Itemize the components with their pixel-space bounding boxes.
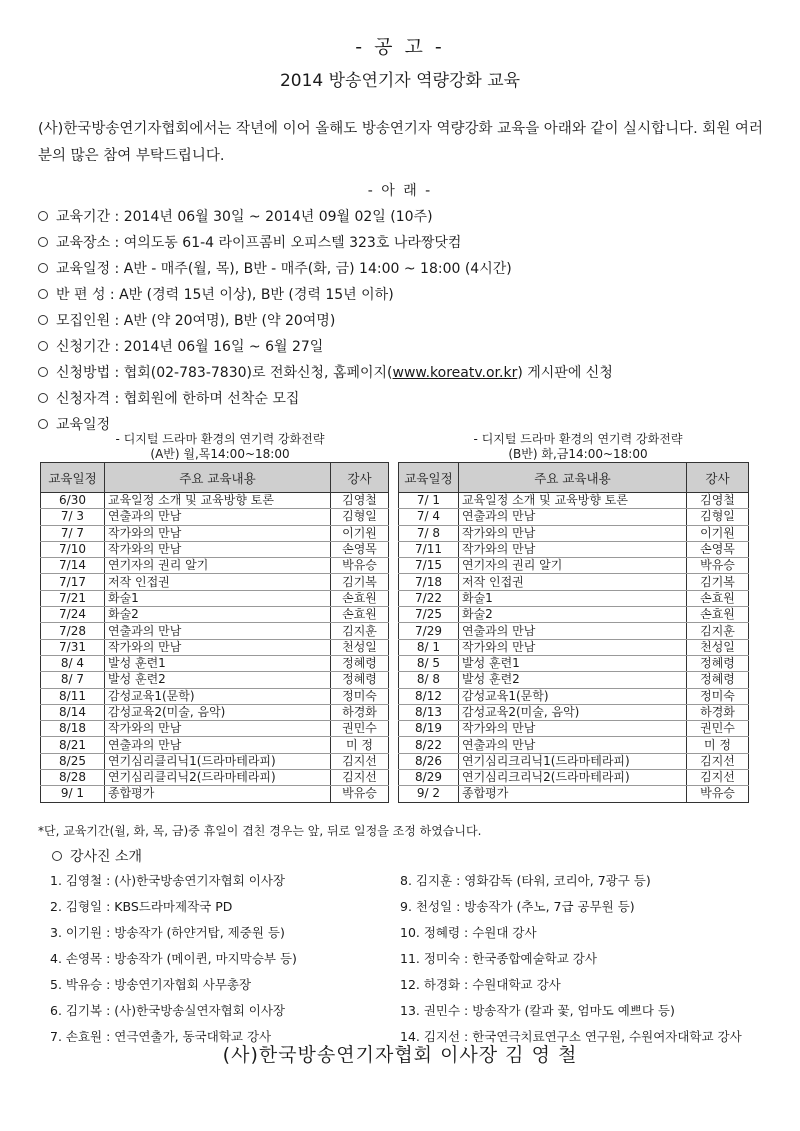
schedule-lecturer: 천성일	[331, 639, 389, 655]
instructor-entry: 5. 박유승 : 방송연기자협회 사무총장	[50, 977, 252, 992]
schedule-date: 7/ 1	[399, 493, 459, 509]
schedule-date: 7/10	[41, 541, 105, 557]
schedule-lecturer: 김형일	[331, 509, 389, 525]
table-b-caption	[398, 432, 758, 462]
instructor-entry: 13. 권민수 : 방송작가 (칼과 꽃, 엄마도 예쁘다 등)	[400, 1003, 675, 1018]
schedule-content: 연기심리클리닉1(드라마테라피)	[105, 753, 331, 769]
schedule-lecturer: 김영철	[687, 493, 749, 509]
schedule-content: 연기심리크리닉2(드라마테라피)	[459, 770, 687, 786]
schedule-content: 저작 인접권	[105, 574, 331, 590]
schedule-lecturer: 김형일	[687, 509, 749, 525]
schedule-lecturer: 미 정	[687, 737, 749, 753]
schedule-date: 6/30	[41, 493, 105, 509]
circle-bullet-icon	[38, 419, 48, 429]
schedule-content: 저작 인접권	[459, 574, 687, 590]
schedule-lecturer: 손효원	[687, 590, 749, 606]
detail-value: 2014년 06월 16일 ~ 6월 27일	[123, 339, 324, 355]
detail-item: 모집인원 : A반 (약 20여명), B반 (약 20여명)	[38, 308, 778, 334]
schedule-lecturer: 정혜령	[331, 672, 389, 688]
detail-value: A반 (약 20여명), B반 (약 20여명)	[123, 313, 336, 329]
schedule-date: 7/24	[41, 607, 105, 623]
schedule-content: 작가와의 만남	[105, 525, 331, 541]
circle-bullet-icon	[52, 851, 62, 861]
schedule-content: 발성 훈련2	[459, 672, 687, 688]
instructor-entry: 9. 천성일 : 방송작가 (추노, 7급 공무원 등)	[400, 899, 635, 914]
table-row	[41, 655, 389, 671]
schedule-lecturer: 손영목	[331, 541, 389, 557]
schedule-table-a	[40, 462, 389, 803]
table-row	[399, 558, 749, 574]
table-row	[399, 672, 749, 688]
schedule-lecturer: 권민수	[331, 721, 389, 737]
table-row	[41, 753, 389, 769]
detail-label: 반 편 성	[56, 287, 106, 303]
schedule-lecturer: 권민수	[687, 721, 749, 737]
table-row	[41, 623, 389, 639]
schedule-content: 연출과의 만남	[105, 509, 331, 525]
detail-value: A반 - 매주(월, 목), B반 - 매주(화, 금) 14:00 ~ 18:00 (4시간)	[123, 261, 512, 277]
schedule-date: 7/14	[41, 558, 105, 574]
schedule-content: 연기심리크리닉1(드라마테라피)	[459, 753, 687, 769]
schedule-date: 7/21	[41, 590, 105, 606]
schedule-content: 교육일정 소개 및 교육방향 토론	[105, 493, 331, 509]
detail-value: A반 (경력 15년 이상), B반 (경력 15년 이하)	[119, 287, 394, 303]
instructor-entry: 4. 손영목 : 방송작가 (메이퀸, 마지막승부 등)	[50, 951, 297, 966]
instructor-entry: 10. 정혜령 : 수원대 강사	[400, 925, 537, 940]
schedule-lecturer: 정혜령	[687, 655, 749, 671]
schedule-lecturer: 김지선	[687, 753, 749, 769]
circle-bullet-icon	[38, 341, 48, 351]
schedule-date: 8/ 8	[399, 672, 459, 688]
table-row	[399, 704, 749, 720]
column-header: 주요 교육내용	[459, 463, 687, 493]
table-a-caption	[40, 432, 400, 462]
schedule-lecturer: 김기복	[687, 574, 749, 590]
schedule-lecturer: 김영철	[331, 493, 389, 509]
table-a-class-line: (A반) 월,목14:00~18:00	[150, 447, 290, 461]
schedule-date: 8/22	[399, 737, 459, 753]
detail-value: 2014년 06월 30일 ~ 2014년 09월 02일 (10주)	[123, 209, 433, 225]
table-header-row	[41, 463, 389, 493]
schedule-content: 연출과의 만남	[459, 623, 687, 639]
schedule-lecturer: 김기복	[331, 574, 389, 590]
table-row	[41, 688, 389, 704]
table-row	[41, 509, 389, 525]
schedule-date: 7/25	[399, 607, 459, 623]
instructors-heading-text: 강사진 소개	[70, 849, 143, 865]
schedule-lecturer: 김지선	[331, 770, 389, 786]
schedule-lecturer: 손효원	[331, 607, 389, 623]
schedule-content: 작가와의 만남	[459, 639, 687, 655]
schedule-lecturer: 손효원	[687, 607, 749, 623]
instructor-list-left	[50, 868, 297, 1050]
column-header: 주요 교육내용	[105, 463, 331, 493]
schedule-content: 연출과의 만남	[459, 737, 687, 753]
schedule-lecturer: 이기원	[331, 525, 389, 541]
schedule-date: 7/ 3	[41, 509, 105, 525]
instructor-entry: 8. 김지훈 : 영화감독 (타워, 코리아, 7광구 등)	[400, 873, 651, 888]
circle-bullet-icon	[38, 263, 48, 273]
intro-paragraph: (사)한국방송연기자협회에서는 작년에 이어 올해도 방송연기자 역량강화 교육을 아래와 같이 실시합니다. 회원 여러분의 많은 참여 부탁드립니다.	[38, 121, 763, 164]
schedule-content: 작가와의 만남	[105, 541, 331, 557]
detail-item: 교육일정 : A반 - 매주(월, 목), B반 - 매주(화, 금) 14:00 ~ 18:00 (4시간)	[38, 256, 778, 282]
schedule-date: 8/ 4	[41, 655, 105, 671]
detail-value: 여의도동 61-4 라이프콤비 오피스텔 323호 나라짱닷컴	[123, 235, 462, 251]
schedule-lecturer: 김지선	[331, 753, 389, 769]
detail-label: 교육일정	[56, 417, 111, 433]
table-row	[41, 590, 389, 606]
schedule-content: 감성교육1(문학)	[459, 688, 687, 704]
table-row	[41, 558, 389, 574]
notice-heading: - 공 고 -	[355, 36, 445, 58]
schedule-content: 종합평가	[105, 786, 331, 802]
table-row	[41, 786, 389, 802]
table-a-subtitle: - 디지털 드라마 환경의 연기력 강화전략	[115, 432, 325, 446]
schedule-date: 8/19	[399, 721, 459, 737]
schedule-content: 화술1	[459, 590, 687, 606]
table-row	[399, 590, 749, 606]
table-row	[399, 509, 749, 525]
schedule-content: 화술2	[459, 607, 687, 623]
column-header: 교육일정	[41, 463, 105, 493]
circle-bullet-icon	[38, 393, 48, 403]
instructor-entry: 3. 이기원 : 방송작가 (하얀거탑, 제중원 등)	[50, 925, 285, 940]
instructor-entry: 7. 손효원 : 연극연출가, 동국대학교 강사	[50, 1029, 272, 1044]
circle-bullet-icon	[38, 367, 48, 377]
table-b-class-line: (B반) 화,금14:00~18:00	[508, 447, 648, 461]
detail-label: 신청방법	[56, 365, 111, 381]
table-row	[399, 639, 749, 655]
schedule-date: 8/29	[399, 770, 459, 786]
detail-label: 신청기간	[56, 339, 111, 355]
detail-item: 교육기간 : 2014년 06월 30일 ~ 2014년 09월 02일 (10주)	[38, 204, 778, 230]
schedule-date: 7/ 4	[399, 509, 459, 525]
detail-label: 교육장소	[56, 235, 111, 251]
schedule-lecturer: 천성일	[687, 639, 749, 655]
schedule-content: 종합평가	[459, 786, 687, 802]
table-header-row	[399, 463, 749, 493]
schedule-lecturer: 김지훈	[687, 623, 749, 639]
details-heading: - 아 래 -	[367, 183, 433, 199]
schedule-date: 7/28	[41, 623, 105, 639]
instructors-heading	[52, 846, 142, 866]
schedule-lecturer: 정혜령	[331, 655, 389, 671]
table-row	[399, 721, 749, 737]
detail-item: 반 편 성 : A반 (경력 15년 이상), B반 (경력 15년 이하)	[38, 282, 778, 308]
schedule-date: 7/ 8	[399, 525, 459, 541]
detail-value: 협회원에 한하며 선착순 모집	[123, 391, 300, 407]
table-row	[41, 493, 389, 509]
signature-line: (사)한국방송연기자협회 이사장 김 영 철	[222, 1044, 578, 1066]
schedule-content: 작가와의 만남	[105, 639, 331, 655]
schedule-content: 연출과의 만남	[459, 509, 687, 525]
schedule-lecturer: 정혜령	[687, 672, 749, 688]
schedule-content: 화술2	[105, 607, 331, 623]
table-b-subtitle: - 디지털 드라마 환경의 연기력 강화전략	[473, 432, 683, 446]
table-row	[41, 541, 389, 557]
schedule-lecturer: 박유승	[687, 558, 749, 574]
schedule-content: 연기심리클리닉2(드라마테라피)	[105, 770, 331, 786]
schedule-date: 9/ 1	[41, 786, 105, 802]
detail-label: 교육기간	[56, 209, 111, 225]
circle-bullet-icon	[38, 315, 48, 325]
schedule-content: 연출과의 만남	[105, 623, 331, 639]
schedule-lecturer: 박유승	[331, 558, 389, 574]
schedule-date: 7/29	[399, 623, 459, 639]
schedule-lecturer: 하경화	[687, 704, 749, 720]
detail-label: 신청자격	[56, 391, 111, 407]
schedule-date: 8/26	[399, 753, 459, 769]
schedule-content: 작가와의 만남	[459, 541, 687, 557]
instructor-entry: 11. 정미숙 : 한국종합예술학교 강사	[400, 951, 597, 966]
schedule-content: 작가와의 만남	[459, 721, 687, 737]
schedule-date: 8/18	[41, 721, 105, 737]
schedule-content: 교육일정 소개 및 교육방향 토론	[459, 493, 687, 509]
table-row	[41, 721, 389, 737]
table-row	[399, 574, 749, 590]
instructor-entry: 6. 김기복 : (사)한국방송실연자협회 이사장	[50, 1003, 285, 1018]
instructor-entry: 14. 김지선 : 한국연극치료연구소 연구원, 수원여자대학교 강사	[400, 1029, 742, 1044]
table-row	[399, 525, 749, 541]
instructor-entry: 2. 김형일 : KBS드라마제작국 PD	[50, 899, 233, 914]
document-title: 2014 방송연기자 역량강화 교육	[279, 71, 521, 91]
detail-item: 신청자격 : 협회원에 한하며 선착순 모집	[38, 386, 778, 412]
schedule-lecturer: 하경화	[331, 704, 389, 720]
schedule-date: 8/11	[41, 688, 105, 704]
detail-label: 교육일정	[56, 261, 111, 277]
circle-bullet-icon	[38, 289, 48, 299]
schedule-date: 9/ 2	[399, 786, 459, 802]
table-row	[399, 770, 749, 786]
schedule-date: 8/21	[41, 737, 105, 753]
schedule-lecturer: 손영목	[687, 541, 749, 557]
schedule-lecturer: 손효원	[331, 590, 389, 606]
column-header: 강사	[331, 463, 389, 493]
detail-item: 신청기간 : 2014년 06월 16일 ~ 6월 27일	[38, 334, 778, 360]
table-row	[399, 753, 749, 769]
schedule-lecturer: 정미숙	[331, 688, 389, 704]
schedule-date: 8/ 7	[41, 672, 105, 688]
table-row	[41, 525, 389, 541]
detail-item: 신청방법 : 협회(02-783-7830)로 전화신청, 홈페이지(www.koreatv.or.kr) 게시판에 신청	[38, 360, 778, 386]
table-row	[399, 688, 749, 704]
detail-list	[38, 204, 778, 438]
schedule-content: 감성교육2(미술, 음악)	[459, 704, 687, 720]
schedule-date: 7/ 7	[41, 525, 105, 541]
schedule-lecturer: 박유승	[331, 786, 389, 802]
schedule-content: 발성 훈련2	[105, 672, 331, 688]
table-row	[399, 786, 749, 802]
schedule-table-b	[398, 462, 749, 803]
table-row	[41, 704, 389, 720]
schedule-date: 8/28	[41, 770, 105, 786]
schedule-lecturer: 정미숙	[687, 688, 749, 704]
schedule-date: 7/31	[41, 639, 105, 655]
detail-value: 협회(02-783-7830)로 전화신청, 홈페이지(www.koreatv.or.kr) 게시판에 신청	[123, 365, 613, 381]
column-header: 강사	[687, 463, 749, 493]
schedule-lecturer: 박유승	[687, 786, 749, 802]
table-row	[41, 574, 389, 590]
schedule-content: 감성교육1(문학)	[105, 688, 331, 704]
schedule-content: 연기자의 권리 알기	[105, 558, 331, 574]
schedule-date: 8/25	[41, 753, 105, 769]
homepage-link[interactable]: www.koreatv.or.kr	[392, 365, 518, 381]
table-row	[41, 770, 389, 786]
schedule-content: 연기자의 권리 알기	[459, 558, 687, 574]
table-row	[41, 737, 389, 753]
table-row	[41, 672, 389, 688]
schedule-lecturer: 이기원	[687, 525, 749, 541]
table-row	[41, 607, 389, 623]
table-row	[399, 607, 749, 623]
schedule-date: 8/12	[399, 688, 459, 704]
schedule-date: 8/14	[41, 704, 105, 720]
detail-item: 교육장소 : 여의도동 61-4 라이프콤비 오피스텔 323호 나라짱닷컴	[38, 230, 778, 256]
schedule-lecturer: 미 정	[331, 737, 389, 753]
schedule-content: 화술1	[105, 590, 331, 606]
table-row	[399, 541, 749, 557]
instructor-list-right	[400, 868, 742, 1050]
schedule-date: 8/13	[399, 704, 459, 720]
schedule-content: 작가와의 만남	[105, 721, 331, 737]
schedule-date: 8/ 1	[399, 639, 459, 655]
schedule-date: 7/15	[399, 558, 459, 574]
instructor-entry: 12. 하경화 : 수원대학교 강사	[400, 977, 561, 992]
schedule-date: 7/18	[399, 574, 459, 590]
circle-bullet-icon	[38, 211, 48, 221]
schedule-content: 발성 훈련1	[459, 655, 687, 671]
schedule-lecturer: 김지선	[687, 770, 749, 786]
schedule-content: 작가와의 만남	[459, 525, 687, 541]
schedule-content: 발성 훈련1	[105, 655, 331, 671]
circle-bullet-icon	[38, 237, 48, 247]
detail-label: 모집인원	[56, 313, 111, 329]
schedule-date: 7/17	[41, 574, 105, 590]
schedule-content: 연출과의 만남	[105, 737, 331, 753]
column-header: 교육일정	[399, 463, 459, 493]
schedule-date: 7/11	[399, 541, 459, 557]
schedule-date: 7/22	[399, 590, 459, 606]
table-row	[399, 655, 749, 671]
schedule-date: 8/ 5	[399, 655, 459, 671]
schedule-footnote: *단, 교육기간(월, 화, 목, 금)중 휴일이 겹친 경우는 앞, 뒤로 일정을 조정 하였습니다.	[38, 824, 482, 838]
schedule-content: 감성교육2(미술, 음악)	[105, 704, 331, 720]
instructor-entry: 1. 김영철 : (사)한국방송연기자협회 이사장	[50, 873, 285, 888]
table-row	[399, 623, 749, 639]
table-row	[399, 493, 749, 509]
schedule-lecturer: 김지훈	[331, 623, 389, 639]
table-row	[41, 639, 389, 655]
table-row	[399, 737, 749, 753]
